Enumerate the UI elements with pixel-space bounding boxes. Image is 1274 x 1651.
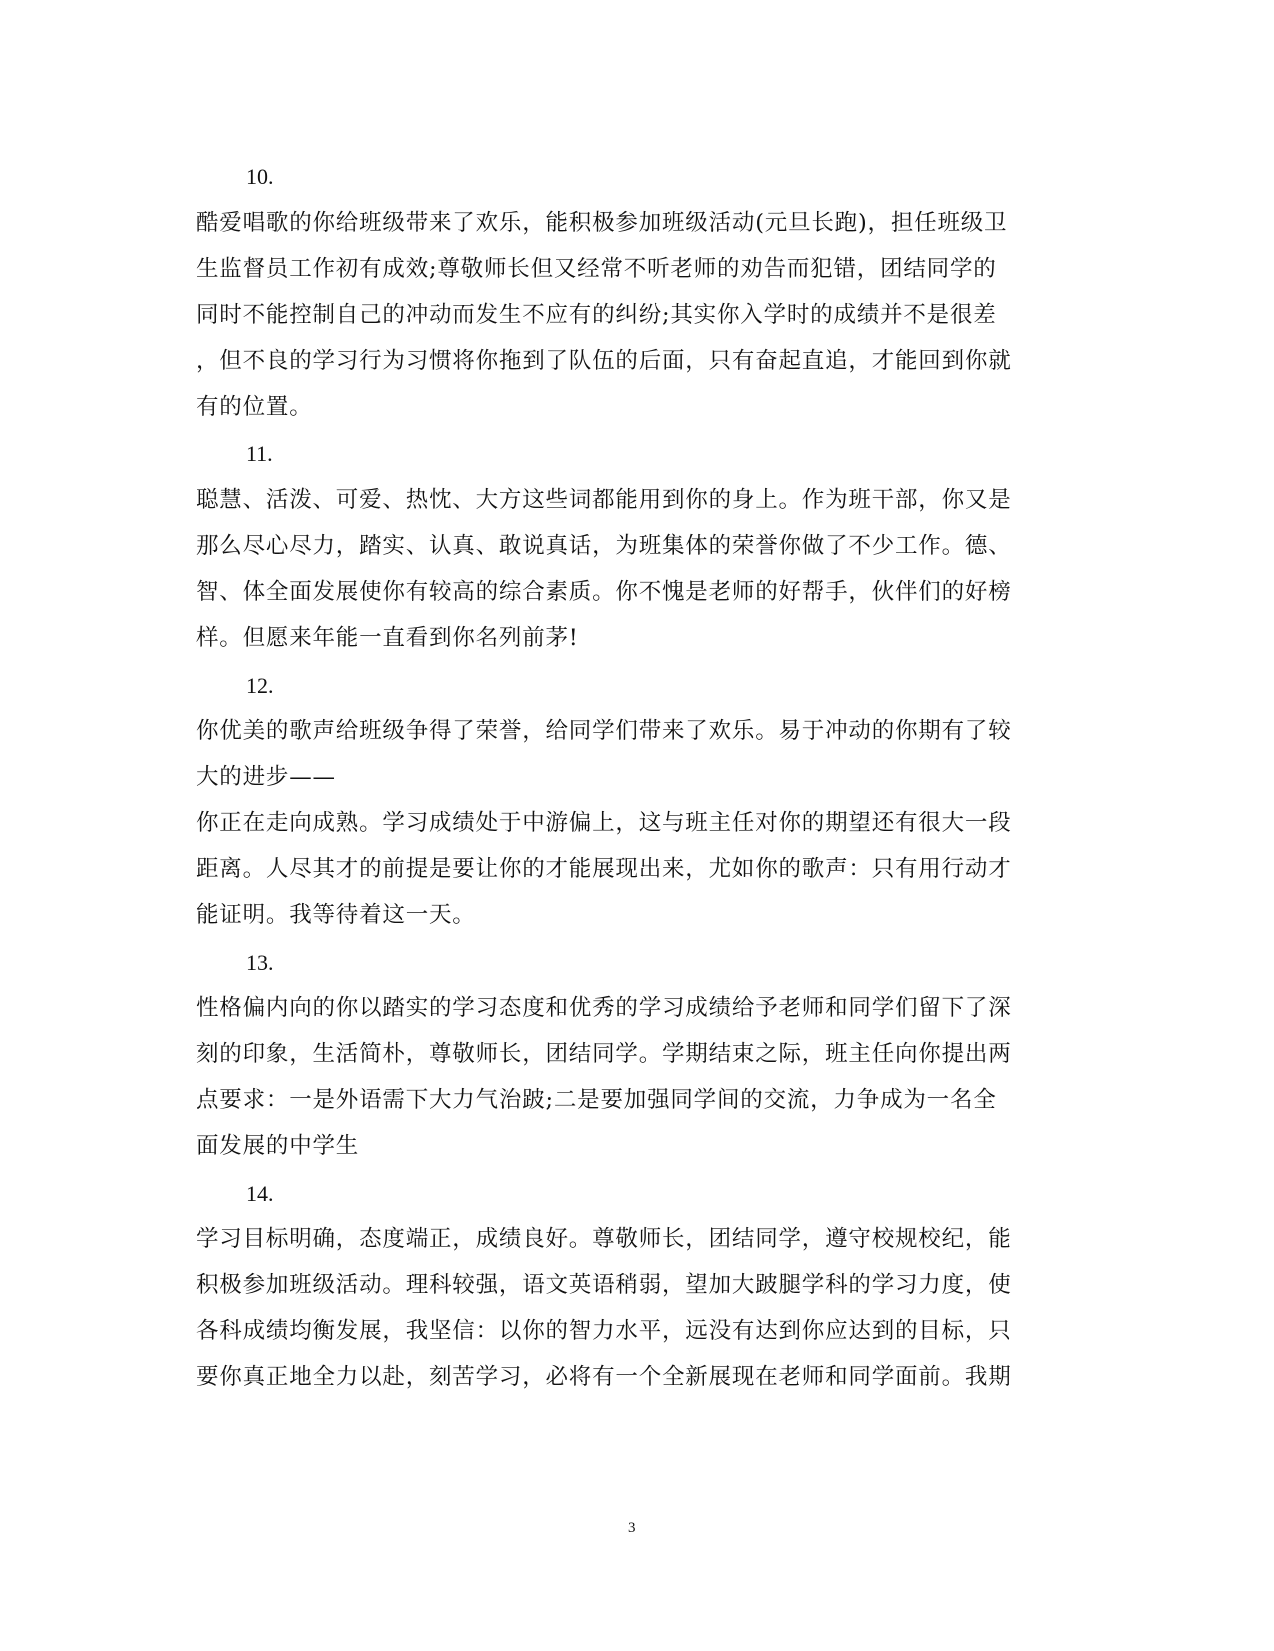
entry-text-line: 各科成绩均衡发展，我坚信：以你的智力水平，远没有达到你应达到的目标，只: [196, 1318, 1012, 1344]
entry-text-line: 你正在走向成熟。学习成绩处于中游偏上，这与班主任对你的期望还有很大一段: [196, 810, 1012, 836]
page-number: 3: [628, 1520, 636, 1536]
entry-text-line: 智、体全面发展使你有较高的综合素质。你不愧是老师的好帮手，伙伴们的好榜: [196, 579, 1012, 605]
entry-text-line: 有的位置。: [196, 394, 313, 420]
entry-text-line: 大的进步——: [196, 764, 336, 790]
entry-text-line: 距离。人尽其才的前提是要让你的才能展现出来，尤如你的歌声：只有用行动才: [196, 856, 1012, 882]
entry-text-line: 那么尽心尽力，踏实、认真、敢说真话，为班集体的荣誉你做了不少工作。德、: [196, 533, 1012, 559]
entry-number: 10.: [246, 164, 274, 189]
entry-text-line: 面发展的中学生: [196, 1133, 360, 1159]
entry-text-line: 要你真正地全力以赴，刻苦学习，必将有一个全新展现在老师和同学面前。我期: [196, 1364, 1012, 1390]
entry-text-line: 酷爱唱歌的你给班级带来了欢乐，能积极参加班级活动(元旦长跑)，担任班级卫: [196, 210, 1008, 236]
entry-number: 14.: [246, 1181, 274, 1206]
entry-text-line: 样。但愿来年能一直看到你名列前茅!: [196, 625, 579, 651]
entry-text-line: 性格偏内向的你以踏实的学习态度和优秀的学习成绩给予老师和同学们留下了深: [196, 995, 1012, 1021]
entry-text-line: 生监督员工作初有成效;尊敬师长但又经常不听老师的劝告而犯错，团结同学的: [196, 256, 997, 282]
entry-number: 11.: [246, 441, 273, 466]
entry-text-line: 能证明。我等待着这一天。: [196, 902, 476, 928]
entry-text-line: 积极参加班级活动。理科较强，语文英语稍弱，望加大跛腿学科的学习力度，使: [196, 1272, 1012, 1298]
entry-text-line: 刻的印象，生活简朴，尊敬师长，团结同学。学期结束之际，班主任向你提出两: [196, 1041, 1012, 1067]
entry-text-line: 学习目标明确，态度端正，成绩良好。尊敬师长，团结同学，遵守校规校纪，能: [196, 1226, 1012, 1252]
entry-number: 13.: [246, 950, 274, 975]
entry-text-line: 你优美的歌声给班级争得了荣誉，给同学们带来了欢乐。易于冲动的你期有了较: [196, 718, 1012, 744]
entry-text-line: 同时不能控制自己的冲动而发生不应有的纠纷;其实你入学时的成绩并不是很差: [196, 302, 997, 328]
entry-number: 12.: [246, 673, 274, 698]
entry-text-line: ，但不良的学习行为习惯将你拖到了队伍的后面，只有奋起直追，才能回到你就: [196, 348, 1012, 374]
entry-text-line: 聪慧、活泼、可爱、热忱、大方这些词都能用到你的身上。作为班干部，你又是: [196, 487, 1012, 513]
entry-text-line: 点要求：一是外语需下大力气治跛;二是要加强同学间的交流，力争成为一名全: [196, 1087, 997, 1113]
